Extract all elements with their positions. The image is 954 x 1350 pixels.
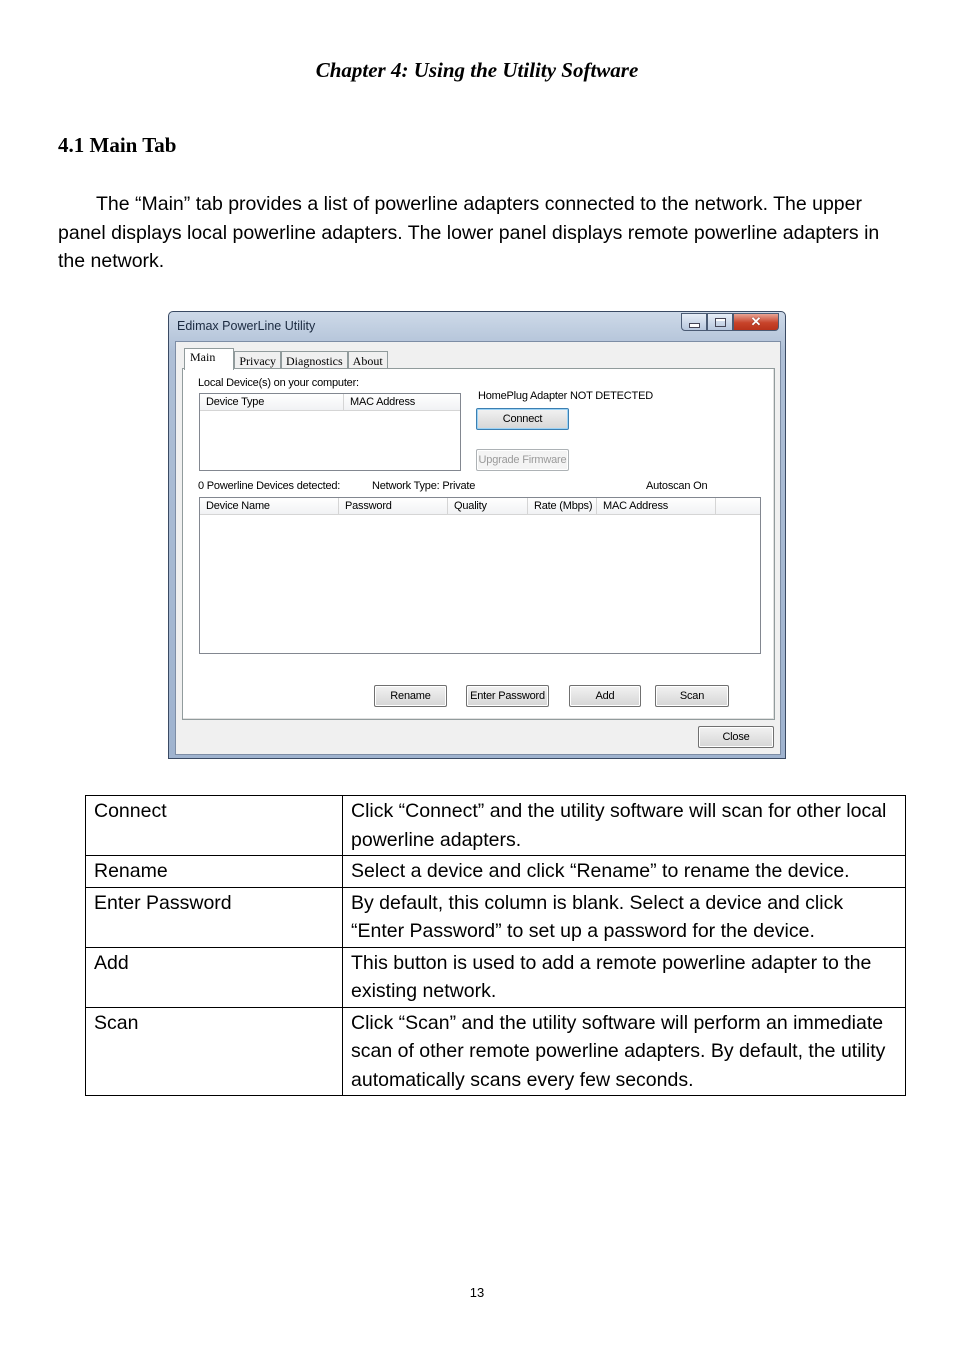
upgrade-firmware-button[interactable]: Upgrade Firmware bbox=[476, 449, 569, 471]
remote-list-header bbox=[200, 498, 760, 515]
description-cell: This button is used to add a remote powerline adapter to the existing network. bbox=[343, 947, 906, 1007]
column-filler bbox=[716, 498, 760, 514]
page-number: 13 bbox=[469, 1285, 485, 1300]
local-devices-label: Local Device(s) on your computer: bbox=[198, 377, 359, 389]
remote-devices-list[interactable] bbox=[199, 497, 761, 654]
table-row bbox=[86, 947, 906, 1007]
autoscan-status: Autoscan On bbox=[646, 480, 708, 492]
local-devices-list[interactable] bbox=[199, 393, 461, 471]
utility-window-screenshot bbox=[168, 311, 786, 759]
network-type-label: Network Type: Private bbox=[372, 480, 476, 492]
section-title: 4.1 Main Tab bbox=[58, 133, 177, 157]
column-password[interactable]: Password bbox=[339, 498, 448, 514]
intro-paragraph: The “Main” tab provides a list of powerline adapters connected to the network. The upper panel displays local powerline adapters. The lower panel displays remote powerline adapters in the network. bbox=[58, 193, 880, 272]
column-device-name[interactable]: Device Name bbox=[200, 498, 339, 514]
scan-button[interactable]: Scan bbox=[655, 685, 729, 707]
tab-privacy[interactable]: Privacy bbox=[234, 351, 281, 371]
column-device-type[interactable]: Device Type bbox=[200, 394, 344, 410]
description-cell: By default, this column is blank. Select a device and click “Enter Password” to set up a password for the device. bbox=[343, 887, 906, 947]
button-description-table bbox=[85, 795, 906, 1096]
column-quality[interactable]: Quality bbox=[448, 498, 528, 514]
term-cell: Rename bbox=[86, 856, 343, 888]
description-cell: Click “Scan” and the utility software will perform an immediate scan of other remote powerline adapters. By default, the utility automatically scans every few seconds. bbox=[343, 1007, 906, 1096]
adapter-status: HomePlug Adapter NOT DETECTED bbox=[478, 390, 653, 402]
table-row bbox=[86, 887, 906, 947]
chapter-title: Chapter 4: Using the Utility Software bbox=[315, 58, 639, 82]
close-button[interactable]: Close bbox=[698, 726, 774, 748]
window-client-area bbox=[175, 341, 781, 755]
tab-diagnostics[interactable]: Diagnostics bbox=[281, 351, 348, 371]
table-row bbox=[86, 796, 906, 856]
rename-button[interactable]: Rename bbox=[374, 685, 447, 707]
tab-about[interactable]: About bbox=[348, 351, 388, 371]
term-cell: Add bbox=[86, 947, 343, 1007]
window-title: Edimax PowerLine Utility bbox=[177, 319, 316, 333]
minimize-icon[interactable] bbox=[681, 313, 707, 331]
term-cell: Connect bbox=[86, 796, 343, 856]
add-button[interactable]: Add bbox=[569, 685, 641, 707]
devices-detected-label: 0 Powerline Devices detected: bbox=[198, 480, 341, 492]
table-row bbox=[86, 1007, 906, 1096]
connect-button[interactable]: Connect bbox=[476, 408, 569, 430]
tab-main[interactable]: Main bbox=[184, 348, 234, 370]
close-icon[interactable]: ✕ bbox=[733, 313, 779, 331]
description-cell: Click “Connect” and the utility software will scan for other local powerline adapters. bbox=[343, 796, 906, 856]
tab-bar bbox=[184, 348, 388, 368]
column-rate[interactable]: Rate (Mbps) bbox=[528, 498, 597, 514]
term-cell: Scan bbox=[86, 1007, 343, 1096]
table-row bbox=[86, 856, 906, 888]
maximize-icon[interactable] bbox=[707, 313, 733, 331]
term-cell: Enter Password bbox=[86, 887, 343, 947]
enter-password-button[interactable]: Enter Password bbox=[466, 685, 549, 707]
column-mac-address[interactable]: MAC Address bbox=[350, 396, 416, 408]
main-tab-panel bbox=[182, 368, 775, 720]
window-controls bbox=[681, 313, 779, 332]
column-remote-mac-address[interactable]: MAC Address bbox=[597, 498, 716, 514]
local-list-header bbox=[200, 394, 460, 411]
description-cell: Select a device and click “Rename” to rename the device. bbox=[343, 856, 906, 888]
